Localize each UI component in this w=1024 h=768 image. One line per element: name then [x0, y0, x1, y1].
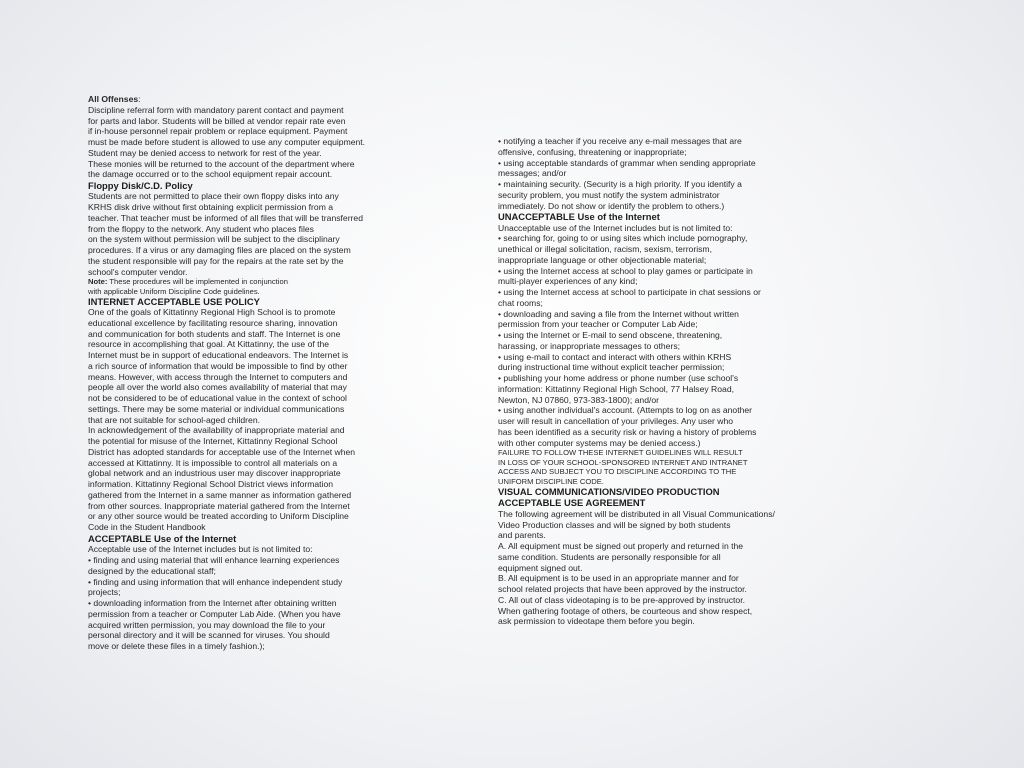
acceptable-use-heading: ACCEPTABLE Use of the Internet	[88, 532, 237, 544]
text-line: from the floppy to the network. Any student who places files	[88, 223, 314, 234]
text-line: • downloading information from the Internet after obtaining written	[88, 598, 337, 609]
text-line: FAILURE TO FOLLOW THESE INTERNET GUIDELINES WILL RESULT	[498, 448, 743, 458]
text-line: harassing, or inappropriate messages to others;	[498, 340, 681, 351]
text-line: Code in the Student Handbook	[88, 522, 206, 533]
unacceptable-use-heading: UNACCEPTABLE Use of the Internet	[498, 211, 660, 223]
text-line: security problem, you must notify the system administrator	[498, 189, 720, 200]
text-line: means. However, with access through the Internet to computers and	[88, 371, 348, 382]
text-line: • searching for, going to or using sites which include pornography,	[498, 233, 748, 244]
text-line: from other sources. Inappropriate material gathered from the Internet	[88, 500, 350, 511]
floppy-disk-text	[88, 191, 388, 277]
text-line: • maintaining security. (Security is a high priority. If you identify a	[498, 179, 742, 189]
text-line: A. All equipment must be signed out properly and returned in the	[498, 541, 744, 552]
text-line: • using acceptable standards of grammar when sending appropriate	[498, 157, 756, 168]
text-line: ACCEPTABLE USE AGREEMENT	[498, 497, 646, 509]
failure-warning	[498, 448, 798, 486]
text-line: acquired written permission, you may download the file to your	[88, 619, 326, 630]
visual-communications-text	[498, 509, 798, 627]
text-line: Acceptable use of the Internet includes but is not limited to:	[88, 544, 313, 555]
text-line: offensive, confusing, threatening or inappropriate;	[498, 146, 687, 157]
text-line: must be made before student is allowed to use any computer equipment.	[88, 137, 366, 147]
acceptable-use-continued	[498, 136, 798, 211]
text-line: • using the Internet access at school to participate in chat sessions or	[498, 287, 761, 298]
text-line: • downloading and saving a file from the Internet without written	[498, 308, 739, 319]
text-line: teacher. That teacher must be informed of all files that will be transferred	[88, 212, 363, 223]
text-line: during instructional time without explicit teacher permission;	[498, 362, 725, 373]
text-line: inappropriate language or other objectionable material;	[498, 254, 707, 265]
text-line: IN LOSS OF YOUR SCHOOL-SPONSORED INTERNET AND INTRANET	[498, 457, 748, 467]
text-line: equipment signed out.	[498, 562, 583, 573]
text-line: KRHS disk drive without first obtaining explicit permission from a	[88, 202, 334, 213]
text-line: C. All out of class videotaping is to be pre-approved by instructor.	[498, 594, 745, 605]
text-line: that are not suitable for school-aged children.	[88, 414, 260, 425]
text-line: with other computer systems may be denied access.)	[498, 437, 701, 448]
internet-policy-text	[88, 307, 388, 533]
text-line: • using another individual's account. (Attempts to log on as another	[498, 405, 753, 416]
floppy-disk-heading: Floppy Disk/C.D. Policy	[88, 180, 193, 191]
unacceptable-use-text	[498, 223, 798, 449]
text-line: or any other source would be treated according to Uniform Discipline	[88, 511, 349, 522]
text-line: and parents.	[498, 530, 546, 541]
text-line: Unacceptable use of the Internet includes but is not limited to:	[498, 222, 733, 233]
text-line: move or delete these files in a timely fashion.);	[88, 641, 265, 652]
all-offenses-label: All Offenses	[88, 94, 139, 104]
text-line: • publishing your home address or phone number (use school's	[498, 373, 739, 384]
text-line: • using the Internet access at school to play games or participate in	[498, 265, 753, 276]
text-line: UNIFORM DISCIPLINE CODE.	[498, 476, 604, 486]
text-line: ask permission to videotape them before you begin.	[498, 616, 695, 627]
visual-communications-heading	[498, 486, 798, 509]
text-line: the student responsible will pay for the repairs at the rate set by the	[88, 255, 344, 266]
text-line: the potential for misuse of the Internet, Kittatinny Regional School	[88, 436, 338, 447]
text-line: Student may be denied access to network for rest of the year.	[88, 147, 322, 158]
text-line: information: Kittatinny Regional High School, 77 Halsey Road,	[498, 383, 734, 394]
right-column	[498, 136, 798, 627]
text-line: user will result in cancellation of your privileges. Any user who	[498, 416, 734, 427]
acceptable-use-text	[88, 544, 388, 652]
text-line: resource in accomplishing that goal. At Kittatinny, the use of the	[88, 339, 330, 350]
text-line: the damage occurred or to the school equipment repair account.	[88, 169, 333, 180]
text-line: ACCESS AND SUBJECT YOU TO DISCIPLINE ACCORDING TO THE	[498, 467, 737, 477]
text-line: not be considered to be of educational value in the context of school	[88, 393, 347, 404]
text-line: When gathering footage of others, be courteous and show respect,	[498, 605, 753, 616]
text-line: • finding and using material that will enhance learning experiences	[88, 555, 340, 566]
all-offenses-heading	[88, 94, 388, 105]
note-line-0: These procedures will be implemented in conjunction	[107, 277, 288, 287]
text-line: Students are not permitted to place their own floppy disks into any	[88, 191, 339, 202]
note-line-1: with applicable Uniform Discipline Code guidelines.	[88, 286, 260, 296]
internet-policy-heading: INTERNET ACCEPTABLE USE POLICY	[88, 295, 260, 307]
text-line: unethical or illegal solicitation, racism, sexism, terrorism,	[498, 244, 712, 255]
text-line: projects;	[88, 587, 121, 598]
text-line: global network and an industrious user may discover inappropriate	[88, 468, 341, 479]
text-line: multi-player experiences of any kind;	[498, 276, 638, 287]
text-line: • using e-mail to contact and interact with others within KRHS	[498, 351, 732, 362]
note-label: Note:	[88, 277, 108, 287]
text-line: people all over the world also comes availability of material that may	[88, 382, 347, 393]
text-line: • using the Internet or E-mail to send obscene, threatening,	[498, 330, 723, 341]
note-first-line	[88, 277, 388, 286]
text-line: These monies will be returned to the account of the department where	[88, 158, 355, 169]
text-line: school's computer vendor.	[88, 266, 188, 277]
text-line: procedures. If a virus or any damaging files are placed on the system	[88, 245, 351, 256]
text-line: permission from a teacher or Computer Lab Aide. (When you have	[88, 608, 341, 619]
text-line: • notifying a teacher if you receive any e-mail messages that are	[498, 136, 742, 146]
text-line: if in-house personnel repair problem or replace equipment. Payment	[88, 126, 348, 137]
text-line: personal directory and it will be scanned for viruses. You should	[88, 630, 330, 641]
text-line: messages; and/or	[498, 168, 567, 179]
text-line: The following agreement will be distributed in all Visual Communications/	[498, 508, 775, 519]
text-line: settings. There may be some material or individual communications	[88, 403, 345, 414]
left-column	[88, 94, 388, 652]
text-line: a rich source of information that would be impossible to find by other	[88, 360, 348, 371]
text-line: school related projects that have been approved by the instructor.	[498, 584, 747, 595]
text-line: designed by the educational staff;	[88, 565, 216, 576]
text-line: One of the goals of Kittatinny Regional High School is to promote	[88, 307, 336, 318]
text-line: chat rooms;	[498, 297, 543, 308]
text-line: Video Production classes and will be signed by both students	[498, 519, 731, 530]
text-line: and communication for both students and staff. The Internet is one	[88, 328, 341, 339]
text-line: has been identified as a security risk or having a history of problems	[498, 426, 757, 437]
text-line: gathered from the Internet in a same manner as information gathered	[88, 489, 352, 500]
text-line: • finding and using information that will enhance independent study	[88, 576, 343, 587]
text-line: Newton, NJ 07860, 973-383-1800); and/or	[498, 394, 659, 405]
text-line: accessed at Kittatinny. It is impossible to control all materials on a	[88, 457, 338, 468]
text-line: for parts and labor. Students will be billed at vendor repair rate even	[88, 115, 346, 126]
all-offenses-colon: :	[138, 94, 141, 104]
text-line: VISUAL COMMUNICATIONS/VIDEO PRODUCTION	[498, 486, 720, 498]
text-line: In acknowledgement of the availability of inappropriate material and	[88, 425, 345, 436]
text-line: Internet must be in support of educational endeavors. The Internet is	[88, 350, 349, 361]
text-line: immediately. Do not show or identify the problem to others.)	[498, 200, 725, 211]
text-line: same condition. Students are personally responsible for all	[498, 551, 721, 562]
text-line: on the system without permission will be subject to the disciplinary	[88, 234, 340, 245]
text-line: permission from your teacher or Computer Lab Aide;	[498, 319, 698, 330]
text-line: educational excellence by facilitating resource sharing, innovation	[88, 317, 338, 328]
text-line: information. Kittatinny Regional School District views information	[88, 479, 334, 490]
all-offenses-text	[88, 105, 388, 180]
text-line: B. All equipment is to be used in an appropriate manner and for	[498, 573, 739, 584]
text-line: Discipline referral form with mandatory parent contact and payment	[88, 104, 344, 115]
text-line: District has adopted standards for acceptable use of the Internet when	[88, 446, 356, 457]
